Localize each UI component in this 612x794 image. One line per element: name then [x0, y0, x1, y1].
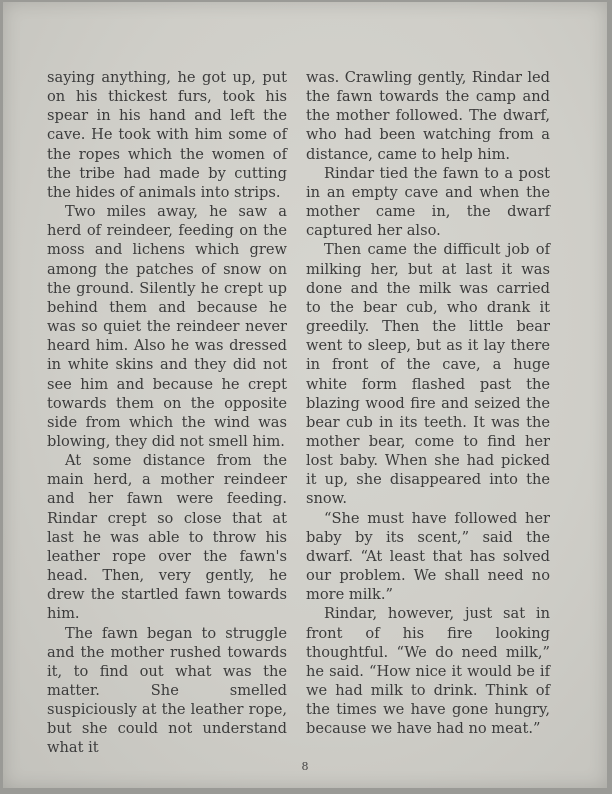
paragraph: “She must have followed her baby by its scent,” said the dwarf. “At least that has solved our problem. We shall need no more milk.” — [306, 509, 550, 604]
page-number: 8 — [301, 760, 309, 773]
paragraph: At some distance from the main herd, a mother reindeer and her fawn were feeding. Rindar crept so close that at last he was able to throw his leather rope over the fawn's head. Then, very gently, he drew the startled fawn towards him. — [47, 452, 287, 623]
paragraph: was. Crawling gently, Rindar led the fawn towards the camp and the mother followed. The dwarf, who had been watching from a distance, came to help him. — [306, 69, 550, 163]
left-column — [47, 68, 287, 758]
paragraph: saying anything, he got up, put on his thickest furs, took his spear in his hand and left the cave. He took with him some of the ropes which the women of the tribe had made by cutting the hides of animals into strips. — [47, 69, 287, 201]
paragraph: Rindar tied the fawn to a post in an empty cave and when the mother came in, the dwarf captured her also. — [306, 164, 550, 240]
paragraph: Two miles away, he saw a herd of reindeer, feeding on the moss and lichens which grew among the patches of snow on the ground. Silently he crept up behind them and because he was so quiet the reindeer never heard him. Also he was dressed in white skins and they did not see him and because he crept towards them on the opposite side from which the wind was blowing, they did not smell him. — [47, 203, 287, 450]
paragraph: Then came the difficult job of milking her, but at last it was done and the milk was carried to the bear cub, who drank it greedily. Then the little bear went to sleep, but as it lay there in front of the cave, a huge white form flashed past the blazing wood fire and seized the bear cub in its teeth. It was the mother bear, come to find her lost baby. When she had picked it up, she disappeared into the snow. — [306, 241, 550, 508]
paragraph: The fawn began to struggle and the mother rushed towards it, to find out what was the matter. She smelled suspiciously at the leather rope, but she could not understand what it — [47, 624, 287, 757]
book-page — [3, 2, 607, 788]
right-column — [306, 68, 550, 738]
paragraph: Rindar, however, just sat in front of his fire looking thoughtful. “We do need milk,” he said. “How nice it would be if we had milk to drink. Think of the times we have gone hungry, because we have had no meat.” — [306, 605, 550, 738]
